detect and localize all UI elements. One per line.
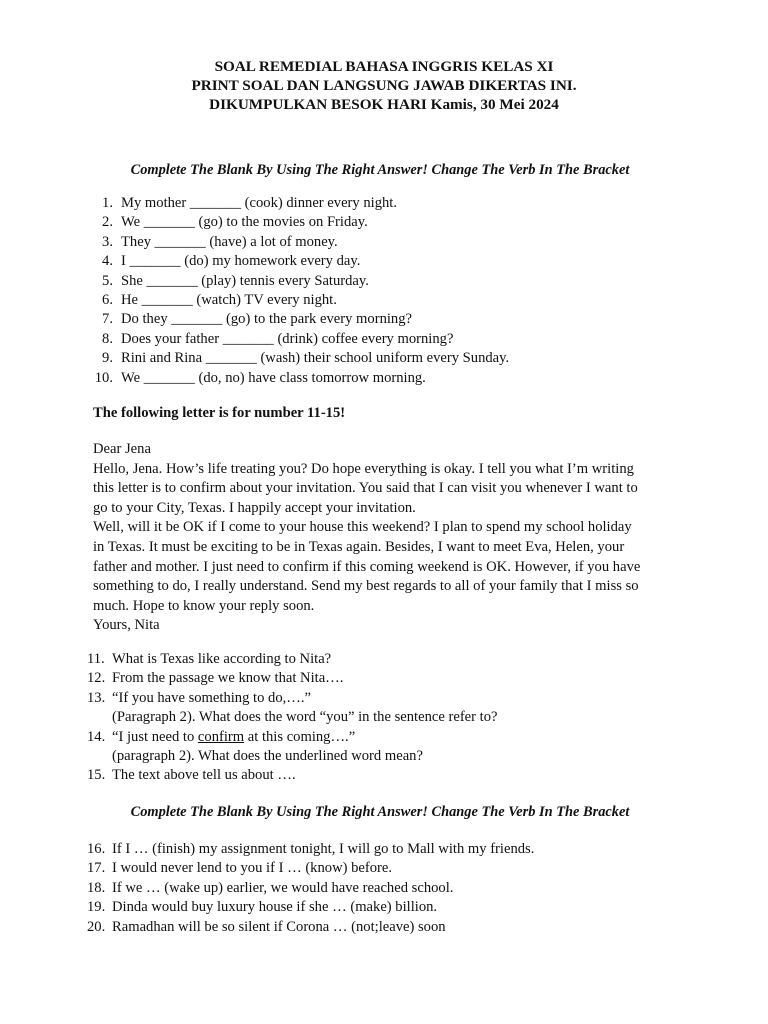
header-line-1: SOAL REMEDIAL BAHASA INGGRIS KELAS XI [214, 58, 554, 75]
document-header [0, 57, 768, 114]
letter-line: something to do, I really understand. Send my best regards to all of your family that I miss so [93, 578, 639, 595]
question-list-3 [87, 840, 534, 937]
question-item: 11. What is Texas like according to Nita? [87, 651, 332, 667]
header-line-2: PRINT SOAL DAN LANGSUNG JAWAB DIKERTAS INI. [191, 77, 577, 94]
question-item: 20. Ramadhan will be so silent if Corona … (not;leave) soon [87, 918, 446, 935]
question-item: 17. I would never lend to you if I … (know) before. [87, 860, 393, 877]
letter-line: Well, will it be OK if I come to your house this weekend? I plan to spend my school holiday [93, 519, 632, 536]
letter-line: this letter is to confirm about your invitation. You said that I can visit you whenever I want to [93, 480, 638, 497]
question-item: 15. The text above tell us about …. [87, 767, 296, 784]
letter-greeting: Dear Jena [93, 441, 151, 457]
letter-line: in Texas. It must be exciting to be in Texas again. Besides, I want to meet Eva, Helen, your [93, 538, 625, 555]
question-item: 16. If I … (finish) my assignment tonight, I will go to Mall with my friends. [87, 841, 535, 857]
letter-line: much. Hope to know your reply soon. [93, 597, 315, 614]
letter-line: Hello, Jena. How’s life treating you? Do hope everything is okay. I tell you what I’m writing [93, 460, 634, 477]
question-item: 18. If we … (wake up) earlier, we would have reached school. [87, 879, 454, 896]
letter-body [93, 440, 693, 636]
question-subtext: (Paragraph 2). What does the word “you” in the sentence refer to? [112, 709, 498, 726]
question-subtext: (paragraph 2). What does the underlined word mean? [112, 748, 423, 765]
underlined-word: confirm [197, 728, 245, 745]
question-item: 13. “If you have something to do,….” [87, 689, 311, 706]
document-page: SOAL REMEDIAL BAHASA INGGRIS KELAS XI PRINT SOAL DAN LANGSUNG JAWAB DIKERTAS INI. DIKUMPULKAN BESOK HARI Kamis, 30 Mei 2024 Complete The Blank By Using The Right Answer! Change The Verb In The Bracket 1. My mother _______ (cook) dinner every night. 2. We _______ (go) to the movies on Friday. 3. They _______ (have) a lot of money. 4. I _______ (do) my homework every day. 5. She _______ (play) tennis every Saturday. 6. He _______ (watch) TV every night. 7. Do they _______ (go) to the park every morning? 8. Does your father _______ (drink) coffee every morning? 9. Rini and Rina _______ (wash) their school uniform every Sunday. 10. We _______ (do, no) have class tomorrow morning. The following letter is for number 11-15! Dear Jena Hello, Jena. How’s life treating you? Do hope everything is okay. I tell you what I’m writing this letter is to confirm about your invitation. You said that I can visit you whenever I want to go to your City, Texas. I happily accept your invitation. Well, will it be OK if I come to your house this weekend? I plan to spend my school holiday in Texas. It must be exciting to be in Texas again. Besides, I want to meet Eva, Helen, your father and mother. I just need to confirm if this coming weekend is OK. However, if you have something to do, I really understand. Send my best regards to all of your family that I miss so much. Hope to know your reply soon. Yours, Nita 11. What is Texas like according to Nita? 12. From the passage we know that Nita…. 13. “If you have something to do,….” (Paragraph 2). What does the word “you” in the sentence refer to? 14. “I just need to confirm at this coming….” (paragraph 2). What does the underlined word mean? 15. The text above tell us about …. Complete The Blank By Using The Right Answer! Change The Verb In The Bracket 16. If I … (finish) my assignment tonight, I will go to Mall with my friends. 17. I would never lend to you if I … (know) before. 18. If we … (wake up) earlier, we would have reached school. 19. Dinda would buy luxury house if she … (make) billion. 20. Ramadhan will be so silent if Corona … (not;leave) soon [0, 0, 768, 1024]
question-item: 12. From the passage we know that Nita…. [87, 670, 344, 687]
letter-closing: Yours, Nita [93, 617, 160, 634]
letter-line: father and mother. I just need to confirm if this coming weekend is OK. However, if you have [93, 558, 641, 575]
header-line-3: DIKUMPULKAN BESOK HARI Kamis, 30 Mei 2024 [209, 96, 559, 113]
instruction-2: Complete The Blank By Using The Right Answer! Change The Verb In The Bracket [130, 804, 630, 820]
instruction-1: Complete The Blank By Using The Right Answer! Change The Verb In The Bracket [130, 162, 630, 178]
question-list-2 [87, 650, 498, 786]
question-item: 14. “I just need to confirm at this coming….” [87, 728, 356, 745]
letter-heading: The following letter is for number 11-15! [93, 405, 346, 421]
letter-line: go to your City, Texas. I happily accept your invitation. [93, 499, 416, 516]
question-item: 19. Dinda would buy luxury house if she … (make) billion. [87, 899, 438, 916]
